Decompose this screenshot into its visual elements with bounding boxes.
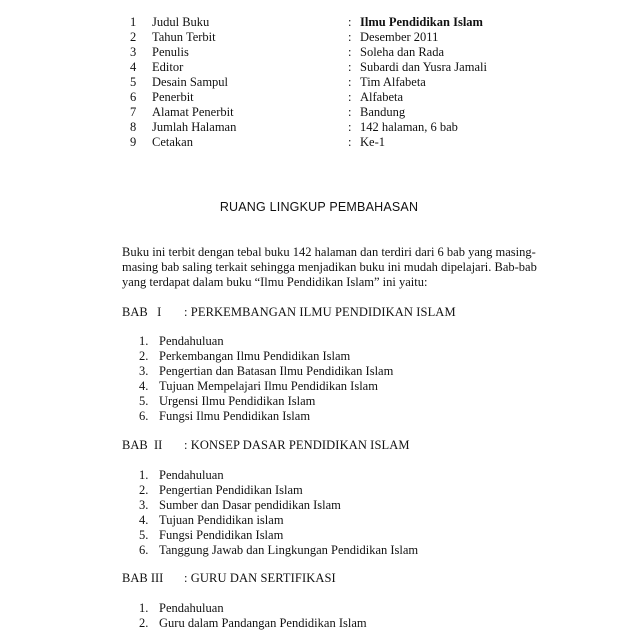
- item-number: 5.: [139, 394, 149, 408]
- field-label: Judul Buku: [152, 15, 210, 29]
- field-label: Penulis: [152, 45, 189, 59]
- item-text: Guru dalam Pandangan Pendidikan Islam: [159, 616, 367, 630]
- book-info-row: [124, 30, 487, 45]
- field-value: Soleha dan Rada: [360, 45, 445, 59]
- item-number: 6.: [139, 409, 149, 423]
- field-label: Editor: [152, 60, 184, 74]
- chapter-label: BAB II: [122, 438, 163, 452]
- item-number: 4.: [139, 513, 149, 527]
- row-number: 1: [130, 15, 137, 29]
- field-value: Tim Alfabeta: [360, 75, 426, 89]
- book-info-table: [124, 15, 487, 150]
- item-number: 5.: [139, 528, 149, 542]
- item-number: 3.: [139, 498, 149, 512]
- item-number: 2.: [139, 616, 149, 630]
- item-text: Pendahuluan: [159, 468, 224, 482]
- item-text: Fungsi Ilmu Pendidikan Islam: [159, 409, 311, 423]
- list-item: [139, 468, 418, 483]
- section-heading: RUANG LINGKUP PEMBAHASAN: [219, 200, 419, 214]
- item-text: Sumber dan Dasar pendidikan Islam: [159, 498, 341, 512]
- list-item: [139, 394, 393, 409]
- item-text: Tanggung Jawab dan Lingkungan Pendidikan Islam: [159, 543, 419, 557]
- colon: :: [348, 30, 352, 44]
- list-item: [139, 409, 393, 424]
- field-value: Subardi dan Yusra Jamali: [360, 60, 487, 74]
- item-number: 6.: [139, 543, 149, 557]
- row-number: 7: [130, 105, 137, 119]
- list-item: [139, 513, 418, 528]
- chapter-item-list: [139, 601, 367, 631]
- field-label: Tahun Terbit: [152, 30, 216, 44]
- list-item: [139, 349, 393, 364]
- field-label: Desain Sampul: [152, 75, 229, 89]
- list-item: [139, 528, 418, 543]
- item-text: Pendahuluan: [159, 601, 224, 615]
- colon: :: [348, 15, 352, 29]
- book-info-row: [124, 90, 487, 105]
- colon: :: [348, 60, 352, 74]
- item-text: Perkembangan Ilmu Pendidikan Islam: [159, 349, 351, 363]
- field-value: Ke-1: [360, 135, 385, 149]
- chapter-item-list: [139, 468, 418, 558]
- list-item: [139, 601, 367, 616]
- field-value: Ilmu Pendidikan Islam: [360, 15, 483, 29]
- item-number: 2.: [139, 483, 149, 497]
- colon: :: [348, 90, 352, 104]
- book-info-row: [124, 75, 487, 90]
- item-text: Tujuan Mempelajari Ilmu Pendidikan Islam: [159, 379, 378, 393]
- chapter-heading: [122, 571, 336, 586]
- colon: :: [348, 75, 352, 89]
- item-number: 1.: [139, 468, 149, 482]
- item-text: Pengertian dan Batasan Ilmu Pendidikan Islam: [159, 364, 394, 378]
- list-item: [139, 543, 418, 558]
- list-item: [139, 498, 418, 513]
- row-number: 2: [130, 30, 137, 44]
- book-info-row: [124, 45, 487, 60]
- item-number: 3.: [139, 364, 149, 378]
- colon: :: [348, 135, 352, 149]
- item-number: 2.: [139, 349, 149, 363]
- list-item: [139, 616, 367, 631]
- book-info-row: [124, 120, 487, 135]
- field-value: Bandung: [360, 105, 406, 119]
- intro-paragraph: Buku ini terbit dengan tebal buku 142 halaman dan terdiri dari 6 bab yang masing-masing bab saling terkait sehingga menjadikan buku ini mudah dipelajari. Bab-bab yang terdapat dalam buku “Ilmu Pendidikan Islam” ini yaitu:: [122, 245, 537, 289]
- list-item: [139, 334, 393, 349]
- item-text: Pendahuluan: [159, 334, 224, 348]
- list-item: [139, 364, 393, 379]
- item-text: Pengertian Pendidikan Islam: [159, 483, 303, 497]
- row-number: 5: [130, 75, 137, 89]
- item-text: Urgensi Ilmu Pendidikan Islam: [159, 394, 316, 408]
- field-value: Alfabeta: [360, 90, 404, 104]
- field-value: Desember 2011: [360, 30, 439, 44]
- row-number: 4: [130, 60, 137, 74]
- book-info-row: [124, 60, 487, 75]
- chapter-label: BAB I: [122, 305, 162, 319]
- list-item: [139, 379, 393, 394]
- item-number: 1.: [139, 334, 149, 348]
- chapter-heading: [122, 305, 456, 320]
- chapter-title: : PERKEMBANGAN ILMU PENDIDIKAN ISLAM: [184, 305, 456, 319]
- chapter-heading: [122, 438, 410, 453]
- chapter-label: BAB III: [122, 571, 164, 585]
- row-number: 9: [130, 135, 137, 149]
- field-label: Jumlah Halaman: [152, 120, 237, 134]
- chapter-title: : KONSEP DASAR PENDIDIKAN ISLAM: [184, 438, 410, 452]
- field-label: Cetakan: [152, 135, 193, 149]
- field-label: Alamat Penerbit: [152, 105, 234, 119]
- item-text: Tujuan Pendidikan islam: [159, 513, 284, 527]
- item-number: 4.: [139, 379, 149, 393]
- list-item: [139, 483, 418, 498]
- row-number: 6: [130, 90, 137, 104]
- chapter-item-list: [139, 334, 393, 424]
- chapter-title: : GURU DAN SERTIFIKASI: [184, 571, 336, 585]
- field-value: 142 halaman, 6 bab: [360, 120, 458, 134]
- row-number: 3: [130, 45, 137, 59]
- book-info-row: [124, 15, 487, 30]
- item-text: Fungsi Pendidikan Islam: [159, 528, 284, 542]
- colon: :: [348, 45, 352, 59]
- book-info-row: [124, 135, 487, 150]
- field-label: Penerbit: [152, 90, 194, 104]
- item-number: 1.: [139, 601, 149, 615]
- book-info-row: [124, 105, 487, 120]
- colon: :: [348, 120, 352, 134]
- colon: :: [348, 105, 352, 119]
- row-number: 8: [130, 120, 137, 134]
